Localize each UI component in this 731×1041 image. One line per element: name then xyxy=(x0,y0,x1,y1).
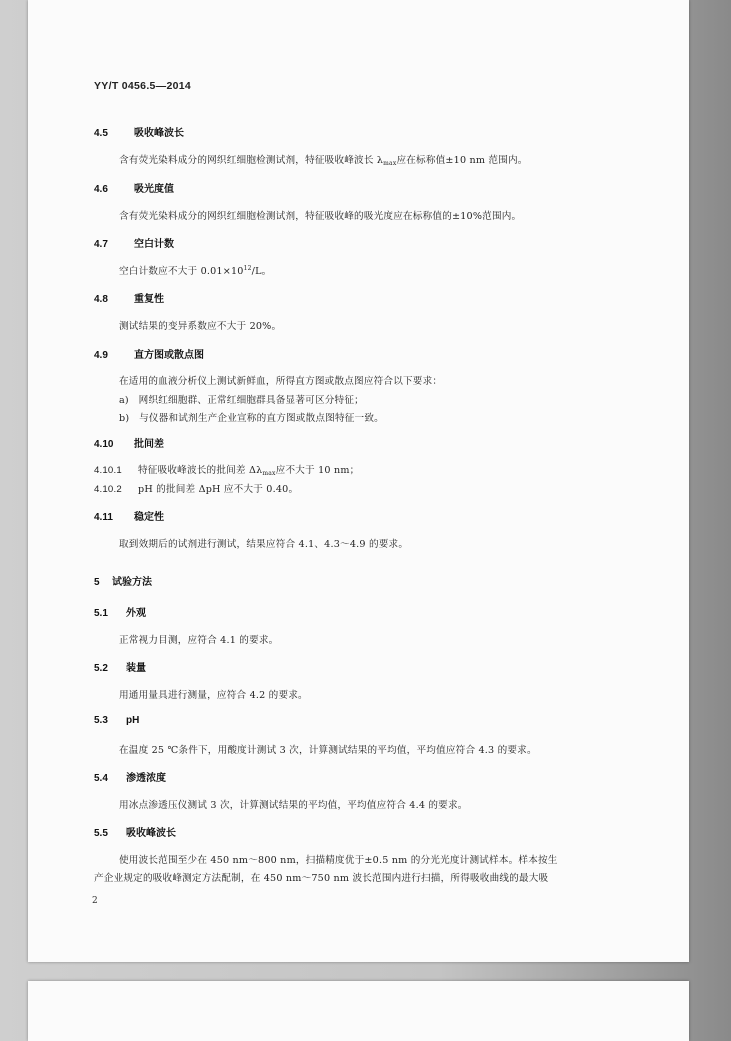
paragraph-4-9: 在适用的血液分析仪上测试新鲜血，所得直方图或散点图应符合以下要求： xyxy=(119,376,443,387)
standard-header: YY/T 0456.5—2014 xyxy=(94,80,192,92)
paragraph-5-1: 正常视力目测，应符合 4.1 的要求。 xyxy=(119,635,279,646)
list-item-b: b) 与仪器和试剂生产企业宣称的直方图或散点图特征一致。 xyxy=(119,413,384,424)
paragraph-5-5-line-2: 产企业规定的吸收峰测定方法配制，在 450 nm～750 nm 波长范围内进行扫描，所得吸收曲线的最大吸 xyxy=(94,873,549,884)
clause-4-10-2: 4.10.2 pH 的批间差 ΔpH 应不大于 0.40。 xyxy=(94,484,299,495)
paragraph-4-11: 取到效期后的试剂进行测试，结果应符合 4.1、4.3～4.9 的要求。 xyxy=(119,539,409,550)
section-heading-4-5: 4.5 吸收峰波长 xyxy=(94,128,184,139)
paragraph-5-3: 在温度 25 ℃条件下，用酸度计测试 3 次，计算测试结果的平均值，平均值应符合 4.3 的要求。 xyxy=(119,745,537,756)
paragraph-5-4: 用冰点渗透压仪测试 3 次，计算测试结果的平均值，平均值应符合 4.4 的要求。 xyxy=(119,800,468,811)
section-heading-5-5: 5.5 吸收峰波长 xyxy=(94,828,176,839)
paragraph-5-5-line-1: 使用波长范围至少在 450 nm～800 nm，扫描精度优于±0.5 nm 的分光光度计测试样本。样本按生 xyxy=(119,855,558,866)
paragraph-4-5: 含有荧光染料成分的网织红细胞检测试剂，特征吸收峰波长 $\lambda_{max}$应在标称值±10 nm 范围内。 xyxy=(119,155,528,167)
clause-4-10-1: 4.10.1 特征吸收峰波长的批间差 $\Delta\lambda_{max}$应不大于 10 nm； xyxy=(94,465,360,477)
paragraph-4-8: 测试结果的变异系数应不大于 20%。 xyxy=(119,321,282,332)
paragraph-4-7: 空白计数应不大于 $0.01\times 10^{12}/L$。 xyxy=(119,265,272,277)
section-heading-5-3: 5.3 pH xyxy=(94,715,140,726)
next-page xyxy=(28,981,689,1041)
section-heading-4-8: 4.8 重复性 xyxy=(94,294,164,305)
page-number: 2 xyxy=(92,896,98,906)
section-heading-5-4: 5.4 渗透浓度 xyxy=(94,773,166,784)
section-heading-4-11: 4.11 稳定性 xyxy=(94,512,164,523)
document-page xyxy=(28,0,689,962)
paragraph-4-6: 含有荧光染料成分的网织红细胞检测试剂，特征吸收峰的吸光度应在标称值的±10%范围内。 xyxy=(119,211,522,222)
section-heading-5-2: 5.2 装量 xyxy=(94,663,146,674)
section-heading-4-7: 4.7 空白计数 xyxy=(94,239,174,250)
section-heading-4-6: 4.6 吸光度值 xyxy=(94,184,174,195)
section-heading-4-9: 4.9 直方图或散点图 xyxy=(94,350,204,361)
paragraph-5-2: 用通用量具进行测量，应符合 4.2 的要求。 xyxy=(119,690,308,701)
section-heading-4-10: 4.10 批间差 xyxy=(94,439,164,450)
list-item-a: a) 网织红细胞群、正常红细胞群具备显著可区分特征； xyxy=(119,395,364,406)
chapter-heading-5: 5 试验方法 xyxy=(94,577,152,588)
section-heading-5-1: 5.1 外观 xyxy=(94,608,146,619)
